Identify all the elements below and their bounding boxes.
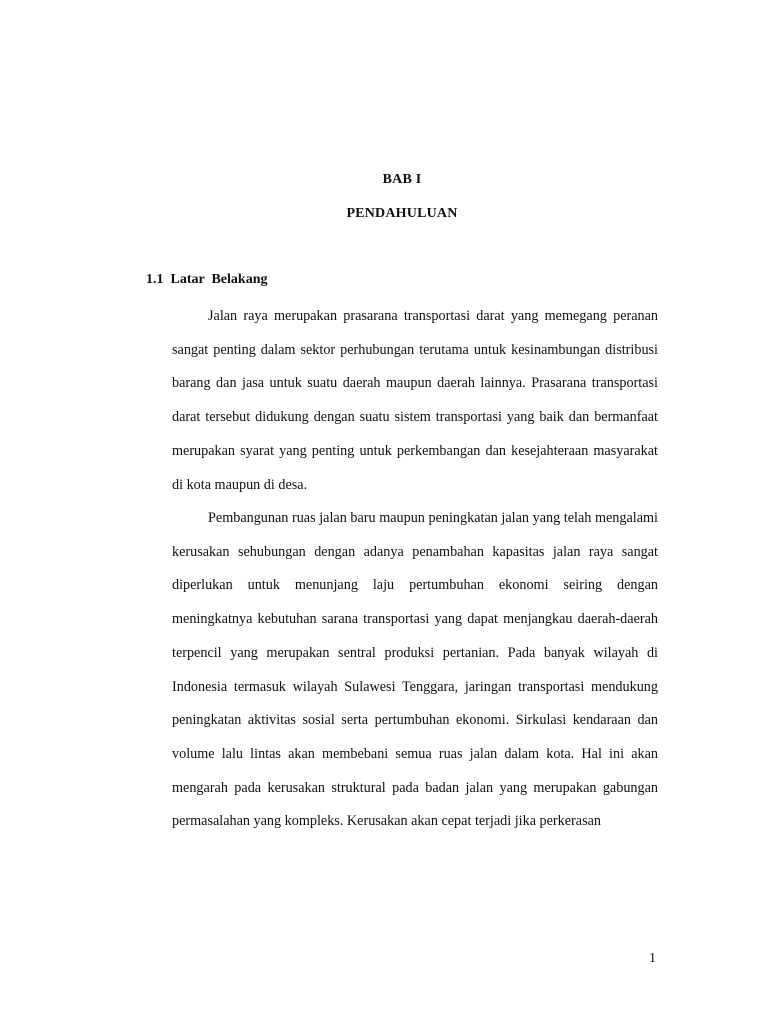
paragraph-1: Jalan raya merupakan prasarana transportasi darat yang memegang peranan sangat penting dalam sektor perhubungan terutama untuk kesinambungan distribusi barang dan jasa untuk suatu daerah maupun daerah lainnya. Prasarana transportasi darat tersebut didukung dengan suatu sistem transportasi yang baik dan bermanfaat merupakan syarat yang penting untuk perkembangan dan kesejahteraan masyarakat di kota maupun di desa. xyxy=(172,308,658,493)
paragraph-2: Pembangunan ruas jalan baru maupun peningkatan jalan yang telah mengalami kerusakan sehubungan dengan adanya penambahan kapasitas jalan raya sangat diperlukan untuk menunjang laju pertumbuhan ekonomi seiring dengan meningkatnya kebutuhan sarana transportasi yang dapat menjangkau daerah-daerah terpencil yang merupakan sentral produksi pertanian. Pada banyak wilayah di Indonesia termasuk wilayah Sulawesi Tenggara, jaringan transportasi mendukung peningkatan aktivitas sosial serta pertumbuhan ekonomi. Sirkulasi kendaraan dan volume lalu lintas akan membebani semua ruas jalan dalam kota. Hal ini akan mengarah pada kerusakan struktural pada badan jalan yang merupakan gabungan permasalahan yang kompleks. Kerusakan akan cepat terjadi jika perkerasan xyxy=(172,510,658,830)
page-number: 1 xyxy=(649,951,656,966)
paragraph-container-1 xyxy=(172,300,658,502)
section-heading: 1.1 Latar Belakang xyxy=(146,272,268,287)
chapter-number: BAB I xyxy=(382,172,422,187)
chapter-title: PENDAHULUAN xyxy=(346,206,458,221)
paragraph-container-2 xyxy=(172,502,658,839)
